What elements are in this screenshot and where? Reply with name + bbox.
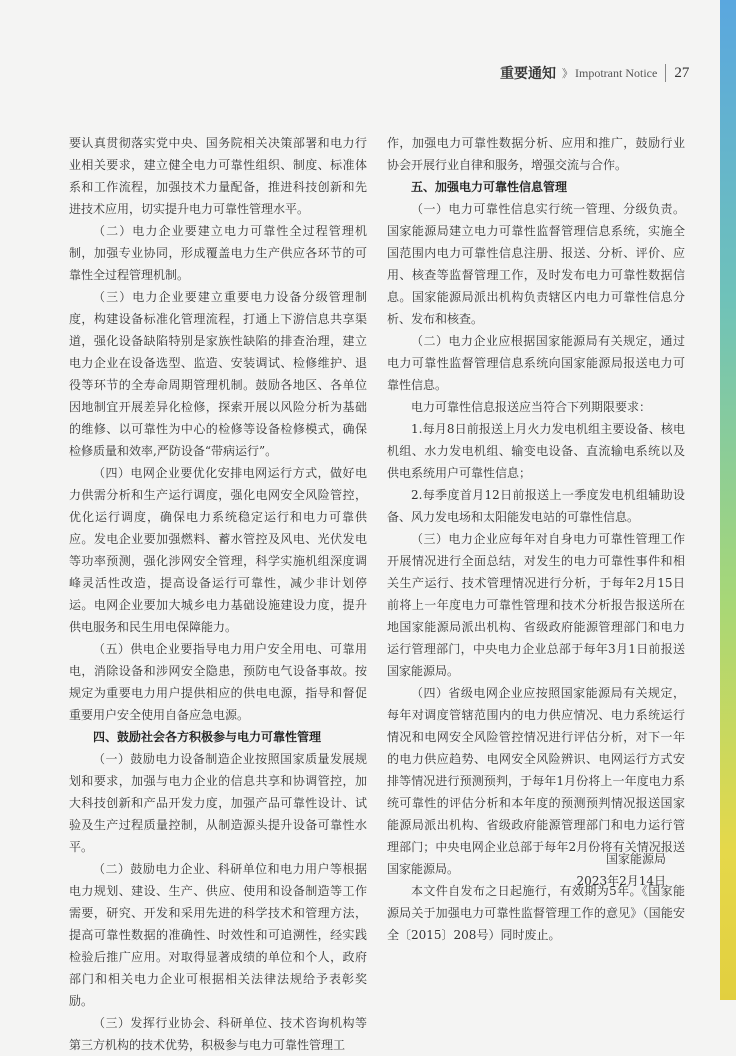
paragraph: （一）鼓励电力设备制造企业按照国家质量发展规划和要求，加强与电力企业的信息共享和协调管控，加大科技创新和产品开发力度，加强产品可靠性设计、试验及生产过程质量控制，从制造源头提升设备可靠性水平。 bbox=[69, 752, 367, 854]
signature-issuer: 国家能源局 bbox=[605, 852, 666, 866]
paragraph: （四）省级电网企业应按照国家能源局有关规定，每年对调度管辖范围内的电力供应情况、电力系统运行情况和电网安全风险管控情况进行评估分析，对下一年的电力供应趋势、电网安全风险辨识、电网运行方式安排等情况进行预测预判，于每年1月份将上一年度电力系统可靠性的评估分析和本年度的预测预判情况报送国家能源局派出机构、省级政府能源管理部门和电力运行管理部门；中央电网企业总部于每年2月份将有关情况报送国家能源局。 bbox=[387, 686, 685, 876]
paragraph: 要认真贯彻落实党中央、国务院相关决策部署和电力行业相关要求，建立健全电力可靠性组织、制度、标准体系和工作流程，加强技术力量配备，推进科技创新和先进技术应用，切实提升电力可靠性管理水平。 bbox=[69, 136, 367, 216]
section-subtitle: Impotrant Notice bbox=[575, 65, 658, 80]
paragraph: （二）电力企业应根据国家能源局有关规定，通过电力可靠性监督管理信息系统向国家能源局报送电力可靠性信息。 bbox=[387, 334, 685, 392]
section-title: 重要通知 bbox=[500, 66, 556, 82]
paragraph: 1.每月8日前报送上月火力发电机组主要设备、核电机组、水力发电机组、输变电设备、直流输电系统以及供电系统用户可靠性信息； bbox=[387, 422, 685, 480]
paragraph: （三）发挥行业协会、科研单位、技术咨询机构等第三方机构的技术优势，积极参与电力可靠性管理工 bbox=[69, 1016, 367, 1052]
paragraph: 作，加强电力可靠性数据分析、应用和推广，鼓励行业协会开展行业自律和服务，增强交流与合作。 bbox=[387, 136, 685, 172]
paragraph: （一）电力可靠性信息实行统一管理、分级负责。国家能源局建立电力可靠性监督管理信息系统，实施全国范围内电力可靠性信息注册、报送、分析、评价、应用、核查等监督管理工作，及时发布电力可靠性数据信息。国家能源局派出机构负责辖区内电力可靠性信息分析、发布和核查。 bbox=[387, 202, 685, 326]
signature-date: 2023年2月14日 bbox=[576, 874, 666, 888]
left-column bbox=[69, 132, 367, 1056]
decorative-side-bar bbox=[720, 0, 736, 1000]
paragraph: 本文件自发布之日起施行，有效期为5年。《国家能源局关于加强电力可靠性监督管理工作的意见》（国能安全〔2015〕208号）同时废止。 bbox=[387, 884, 685, 942]
paragraph: （五）供电企业要指导电力用户安全用电、可靠用电，消除设备和涉网安全隐患，预防电气设备事故。按规定为重要电力用户提供相应的供电电源，指导和督促重要用户安全使用自备应急电源。 bbox=[69, 642, 367, 722]
paragraph: （二）电力企业要建立电力可靠性全过程管理机制，加强专业协同，形成覆盖电力生产供应各环节的可靠性全过程管理机制。 bbox=[69, 224, 367, 282]
paragraph: 2.每季度首月12日前报送上一季度发电机组辅助设备、风力发电场和太阳能发电站的可靠性信息。 bbox=[387, 488, 685, 524]
paragraph: （二）鼓励电力企业、科研单位和电力用户等根据电力规划、建设、生产、供应、使用和设备制造等工作需要，研究、开发和采用先进的科学技术和管理方法，提高可靠性数据的准确性、时效性和可追溯性，经实践检验后推广应用。对取得显著成绩的单位和个人，政府部门和相关电力企业可根据相关法律法规给予表彰奖励。 bbox=[69, 862, 367, 1008]
double-chevron-icon: 》 bbox=[562, 67, 570, 80]
right-column bbox=[387, 132, 685, 946]
section-heading: 四、鼓励社会各方积极参与电力可靠性管理 bbox=[93, 730, 322, 744]
page-header bbox=[500, 63, 689, 83]
paragraph: 电力可靠性信息报送应当符合下列期限要求： bbox=[411, 400, 652, 414]
paragraph: （四）电网企业要优化安排电网运行方式，做好电力供需分析和生产运行调度，强化电网安全风险管控，优化运行调度，确保电力系统稳定运行和电力可靠供应。发电企业要加强燃料、蓄水管控及风电、光伏发电等功率预测，强化涉网安全管理，科学实施机组深度调峰灵活性改造，提高设备运行可靠性，减少非计划停运。电网企业要加大城乡电力基础设施建设力度，提升供电服务和民生用电保障能力。 bbox=[69, 466, 367, 634]
section-heading: 五、加强电力可靠性信息管理 bbox=[411, 180, 568, 194]
paragraph: （三）电力企业要建立重要电力设备分级管理制度，构建设备标准化管理流程，打通上下游信息共享渠道，强化设备缺陷特别是家族性缺陷的排查治理，建立电力企业在设备选型、监造、安装调试、检修维护、退役等环节的全寿命周期管理机制。鼓励各地区、各单位因地制宜开展差异化检修，探索开展以风险分析为基础的维修、以可靠性为中心的检修等设备检修模式，确保检修质量和效率,严防设备“带病运行”。 bbox=[69, 290, 367, 458]
header-divider bbox=[665, 64, 666, 82]
page-number: 27 bbox=[674, 64, 690, 81]
paragraph: （三）电力企业应每年对自身电力可靠性管理工作开展情况进行全面总结，对发生的电力可靠性事件和相关生产运行、技术管理情况进行分析，于每年2月15日前将上一年度电力可靠性管理和技术分析报告报送所在地国家能源局派出机构、省级政府能源管理部门和电力运行管理部门，中央电力企业总部于每年3月1日前报送国家能源局。 bbox=[387, 532, 685, 678]
